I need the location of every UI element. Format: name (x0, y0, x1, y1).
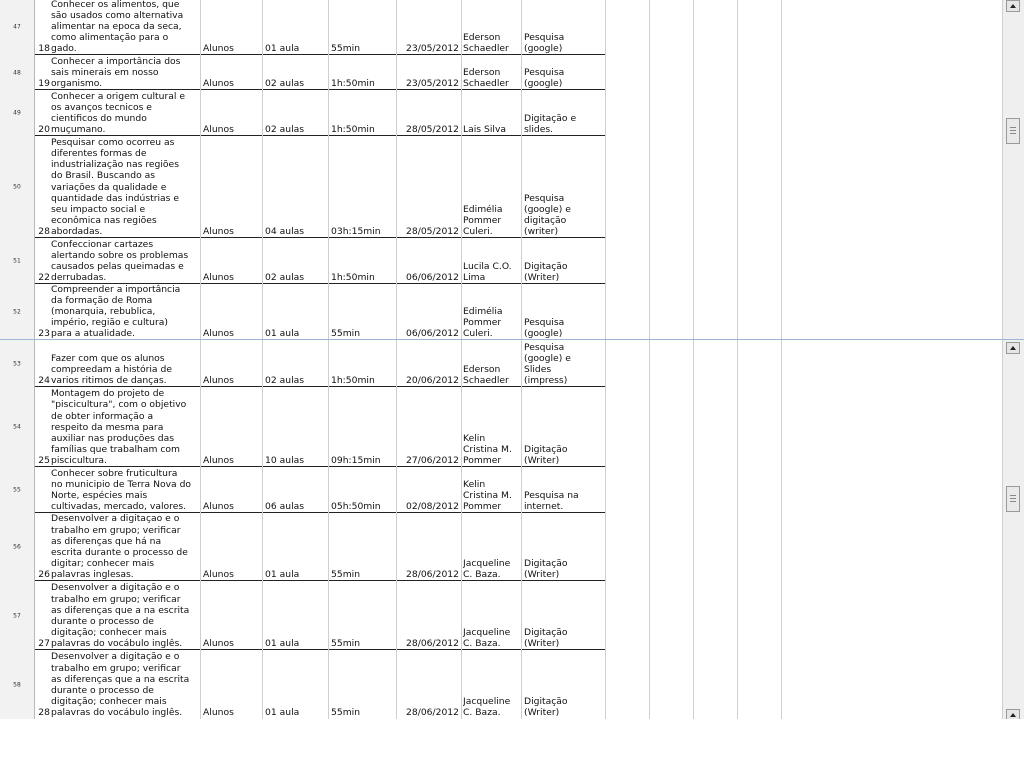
gridline (200, 0, 201, 340)
cell-date[interactable]: 20/06/2012 (406, 374, 459, 386)
cell-audience[interactable]: Alunos (203, 123, 234, 135)
table-row[interactable] (35, 513, 1003, 581)
gridline (781, 0, 782, 340)
gridline (781, 340, 782, 719)
row-header[interactable]: 50 (0, 136, 35, 238)
cell-resource[interactable]: Digitação (Writer) (524, 626, 568, 649)
row-header[interactable]: 48 (0, 55, 35, 90)
cell-audience[interactable]: Alunos (203, 374, 234, 386)
cell-num[interactable]: 23 (38, 327, 50, 339)
cell-num[interactable]: 25 (38, 454, 50, 466)
cell-description[interactable]: Pesquisar como ocorreu as diferentes formas de industrialização nas regiões do Brasil. Buscando as variações da qualidade e quantidade das indústrias e seu impacto social e econômica nas regiões abordadas. (51, 137, 180, 237)
cell-tempo[interactable]: 1h:50min (331, 271, 375, 283)
cell-date[interactable]: 02/08/2012 (406, 500, 459, 512)
cell-teacher[interactable]: Lais Silva (463, 123, 507, 135)
cell-teacher[interactable]: Edimélia Pommer Culeri. (463, 305, 503, 339)
cell-date[interactable]: 27/06/2012 (406, 454, 459, 466)
cell-description[interactable]: Confeccionar cartazes alertando sobre os problemas causados pelas queimadas e derrubadas. (51, 238, 189, 283)
gridline (461, 0, 462, 340)
cell-description[interactable]: Desenvolver a digitaçao e o trabalho em grupo; verificar as diferenças que há na escrita durante o processo de digitar; conhecer mais palavras inglesas. (51, 513, 188, 580)
cell-date[interactable]: 06/06/2012 (406, 271, 459, 283)
cell-tempo[interactable]: 55min (331, 568, 361, 580)
cell-resource[interactable]: Digitação (Writer) (524, 443, 568, 466)
cell-teacher[interactable]: Ederson Schaedler (463, 66, 509, 89)
gridline (262, 0, 263, 340)
gridline (737, 340, 738, 719)
cell-num[interactable]: 27 (38, 637, 50, 649)
cell-tempo[interactable]: 55min (331, 706, 361, 718)
gridline (521, 0, 522, 340)
cell-teacher[interactable]: Ederson Schaedler (463, 363, 509, 386)
cell-num[interactable]: 24 (38, 374, 50, 386)
row-header[interactable]: 51 (0, 238, 35, 284)
table-row[interactable] (35, 136, 1003, 238)
cell-date[interactable]: 23/05/2012 (406, 42, 459, 54)
cell-audience[interactable]: Alunos (203, 42, 234, 54)
gridline (693, 340, 694, 719)
table-row[interactable] (35, 284, 1003, 340)
table-row[interactable] (35, 238, 1003, 284)
cell-resource[interactable]: Digitação (Writer) (524, 557, 568, 580)
row-header[interactable]: 54 (0, 387, 35, 467)
cell-audience[interactable]: Alunos (203, 271, 234, 283)
cell-description[interactable]: Desenvolver a digitação e o trabalho em grupo; verificar as diferenças que a na escrita durante o processo de digitação; conhecer mais palavras do vocábulo inglês. (51, 651, 190, 718)
gridline (649, 340, 650, 719)
cell-tempo[interactable]: 55min (331, 327, 361, 339)
cell-aulas[interactable]: 02 aulas (265, 271, 305, 283)
cell-aulas[interactable]: 01 aula (265, 706, 300, 718)
gridline (605, 340, 606, 719)
cell-audience[interactable]: Alunos (203, 568, 234, 580)
cell-aulas[interactable]: 02 aulas (265, 374, 305, 386)
cell-num[interactable]: 28 (38, 225, 50, 237)
cell-aulas[interactable]: 01 aula (265, 568, 300, 580)
cell-resource[interactable]: Pesquisa (google) e Slides (impress) (524, 341, 571, 386)
gridline (200, 340, 201, 719)
cell-description[interactable]: Conhecer sobre fruticultura no municipio de Terra Nova do Norte, espécies mais cultivadas, mercado, valores. (51, 467, 192, 512)
scroll-thumb[interactable] (1006, 486, 1020, 512)
cell-resource[interactable]: Pesquisa na internet. (524, 489, 579, 512)
table-row[interactable] (35, 650, 1003, 719)
cell-resource[interactable]: Pesquisa (google) (524, 316, 565, 339)
cell-tempo[interactable]: 03h:15min (331, 225, 381, 237)
cell-description[interactable]: Fazer com que os alunos compreedam a história de varios ritimos de danças. (51, 352, 172, 386)
cell-aulas[interactable]: 01 aula (265, 327, 300, 339)
cell-description[interactable]: Conhecer a origem cultural e os avanços tecnicos e cientificos do mundo muçumano. (51, 90, 185, 135)
row-header[interactable]: 58 (0, 650, 35, 719)
cell-tempo[interactable]: 1h:50min (331, 123, 375, 135)
cell-description[interactable]: Conhecer a importância dos sais minerais em nosso organismo. (51, 55, 181, 89)
spreadsheet-pane-top (0, 0, 1024, 340)
row-header[interactable]: 47 (0, 0, 35, 55)
table-row[interactable] (35, 387, 1003, 467)
cell-aulas[interactable]: 02 aulas (265, 123, 305, 135)
cell-resource[interactable]: Digitação (Writer) (524, 260, 568, 283)
cell-resource[interactable]: Pesquisa (google) (524, 66, 565, 89)
row-header[interactable]: 52 (0, 284, 35, 340)
cell-teacher[interactable]: Kelin Cristina M. Pommer (463, 432, 512, 466)
table-row[interactable] (35, 340, 1003, 387)
cell-num[interactable]: 19 (38, 77, 50, 89)
table-row[interactable] (35, 581, 1003, 650)
cell-tempo[interactable]: 55min (331, 637, 361, 649)
cell-num[interactable]: 18 (38, 42, 50, 54)
table-row[interactable] (35, 90, 1003, 136)
spreadsheet-pane-bottom (0, 340, 1024, 719)
cell-aulas[interactable]: 02 aulas (265, 77, 305, 89)
cell-num[interactable]: 22 (38, 271, 50, 283)
gridline (693, 0, 694, 340)
cell-resource[interactable]: Pesquisa (google) (524, 31, 565, 54)
cell-audience[interactable]: Alunos (203, 225, 234, 237)
cell-teacher[interactable]: Jacqueline C. Baza. (463, 557, 511, 580)
vertical-scrollbar[interactable] (1002, 0, 1024, 340)
gridline (521, 340, 522, 719)
gridline (396, 340, 397, 719)
scroll-thumb[interactable] (1006, 118, 1020, 144)
cell-tempo[interactable]: 1h:50min (331, 77, 375, 89)
gridline (328, 340, 329, 719)
cell-date[interactable]: 28/05/2012 (406, 225, 459, 237)
cell-aulas[interactable]: 01 aula (265, 637, 300, 649)
gridline (461, 340, 462, 719)
cell-teacher[interactable]: Ederson Schaedler (463, 31, 509, 54)
scroll-up-arrow-icon[interactable] (1006, 342, 1020, 354)
cell-date[interactable]: 28/06/2012 (406, 568, 459, 580)
cell-resource[interactable]: Digitação (Writer) (524, 695, 568, 718)
cell-date[interactable]: 28/06/2012 (406, 706, 459, 718)
gridline (328, 0, 329, 340)
row-header[interactable]: 53 (0, 340, 35, 387)
gridline (649, 0, 650, 340)
cell-audience[interactable]: Alunos (203, 637, 234, 649)
cell-description[interactable]: Desenvolver a digitação e o trabalho em grupo; verificar as diferenças que a na escrita durante o processo de digitação; conhecer mais palavras do vocábulo inglês. (51, 582, 190, 649)
scroll-up-arrow-icon[interactable] (1006, 0, 1020, 12)
cell-num[interactable]: 28 (38, 706, 50, 718)
row-header[interactable]: 49 (0, 90, 35, 136)
cell-teacher[interactable]: Edimélia Pommer Culeri. (463, 203, 503, 237)
row-header[interactable]: 55 (0, 467, 35, 513)
row-header[interactable]: 57 (0, 581, 35, 650)
cell-aulas[interactable]: 04 aulas (265, 225, 305, 237)
cell-aulas[interactable]: 06 aulas (265, 500, 305, 512)
cell-date[interactable]: 28/05/2012 (406, 123, 459, 135)
cell-tempo[interactable]: 1h:50min (331, 374, 375, 386)
row-header[interactable]: 56 (0, 513, 35, 581)
cell-teacher[interactable]: Jacqueline C. Baza. (463, 695, 511, 718)
cell-teacher[interactable]: Lucila C.O. Lima (463, 260, 512, 283)
cell-tempo[interactable]: 05h:50min (331, 500, 381, 512)
table-row[interactable] (35, 467, 1003, 513)
cell-resource[interactable]: Digitação e slides. (524, 112, 577, 135)
cell-aulas[interactable]: 10 aulas (265, 454, 305, 466)
cell-description[interactable]: Conhecer os alimentos, que são usados como alternativa alimentar na epoca da seca, como alimentação para o gado. (51, 0, 184, 54)
cell-audience[interactable]: Alunos (203, 500, 234, 512)
scroll-arrow-icon[interactable] (1006, 709, 1020, 719)
cell-teacher[interactable]: Kelin Cristina M. Pommer (463, 478, 512, 512)
table-row[interactable] (35, 55, 1003, 90)
cell-audience[interactable]: Alunos (203, 706, 234, 718)
cell-aulas[interactable]: 01 aula (265, 42, 300, 54)
cell-tempo[interactable]: 09h:15min (331, 454, 381, 466)
cell-audience[interactable]: Alunos (203, 454, 234, 466)
cell-description[interactable]: Montagem do projeto de "piscicultura", com o objetivo de obter informação a respeito da mesma para auxiliar nas produções das famílias que trabalham com piscicultura. (51, 388, 187, 466)
cell-num[interactable]: 26 (38, 568, 50, 580)
cell-date[interactable]: 28/06/2012 (406, 637, 459, 649)
table-row[interactable] (35, 0, 1003, 55)
gridline (605, 0, 606, 340)
cell-description[interactable]: Compreender a importância da formação de Roma (monarquia, rebublica, império, região e cultura) para a atualidade. (51, 283, 181, 339)
vertical-scrollbar[interactable] (1002, 340, 1024, 719)
cell-date[interactable]: 23/05/2012 (406, 77, 459, 89)
gridline (262, 340, 263, 719)
cell-teacher[interactable]: Jacqueline C. Baza. (463, 626, 511, 649)
cell-audience[interactable]: Alunos (203, 327, 234, 339)
cell-num[interactable]: 20 (38, 123, 50, 135)
cell-resource[interactable]: Pesquisa (google) e digitação (writer) (524, 192, 571, 237)
gridline (737, 0, 738, 340)
cell-audience[interactable]: Alunos (203, 77, 234, 89)
cell-tempo[interactable]: 55min (331, 42, 361, 54)
gridline (396, 0, 397, 340)
cell-date[interactable]: 06/06/2012 (406, 327, 459, 339)
